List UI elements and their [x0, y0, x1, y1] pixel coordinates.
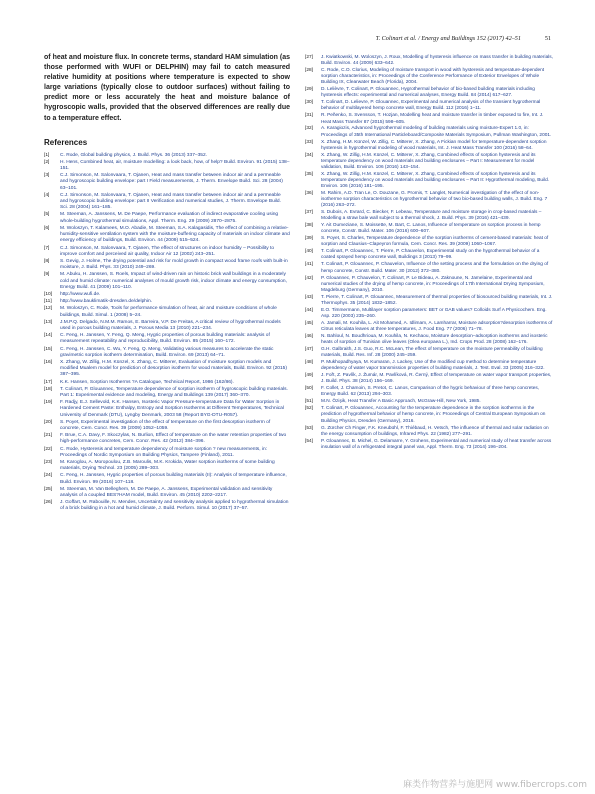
reference-item	[44, 259, 290, 271]
reference-item	[44, 487, 290, 499]
reference-text[interactable]: C.J. Simonson, M. Salonvaara, T. Ojanen, The effect of structures on indoor humidity – Possibility to improve comfort and perceived air quality, Indoor Air 12 (2002) 243–251.	[60, 245, 275, 257]
reference-number: [44]	[305, 307, 313, 313]
reference-text[interactable]: J. Fořt, Z. Pavlík, J. Žumár, M. Pavlíková, R. Černý, Effect of temperature on water vapor transport properties, J. Build. Phys. 38 (2014) 156–169.	[321, 373, 552, 385]
reference-item	[305, 406, 554, 424]
reference-text[interactable]: T. Colinart, P. Glouannec, Temperature dependence of sorption isotherm of hygroscopic building materials. Part 1: Experimental evidence and modeling, Energy and Buildings 139 (2017) 360–370.	[60, 386, 288, 398]
right-column	[305, 55, 554, 452]
reference-number: [31]	[305, 113, 313, 119]
reference-text[interactable]: P. Mukhopadhyaya, M. Kumaran, J. Lackey, Use of the modified cup method to determine temperature dependency of water vapor transmission properties of building materials, J. Test. Eval. 33 (2005) 316–322.	[321, 360, 545, 372]
reference-item	[305, 100, 554, 112]
reference-list-right	[305, 55, 554, 451]
reference-text[interactable]: A. Karagiozis, Advanced hygrothermal modeling of building materials using moisture-Expert 1.0, in: Proceedings of 35th International Particleboard/Composite Materials Symposium, Pullman Washington, 2001.	[321, 126, 552, 138]
reference-item	[305, 236, 554, 248]
reference-item	[44, 292, 290, 298]
reference-number: [19]	[44, 400, 53, 406]
watermark: 麻类作物营养与施肥网 www.fibercrops.com	[403, 780, 587, 790]
reference-number: [39]	[305, 236, 313, 242]
left-column	[44, 53, 290, 514]
reference-number: [11]	[44, 299, 52, 305]
reference-item	[305, 360, 554, 372]
reference-number: [40]	[305, 249, 313, 255]
reference-text[interactable]: X. Zhang, W. Zillig, H.M. Künzel, X. Zhang, C. Mitterer, Evaluation of moisture sorption models and modified Mualem model for prediction of desorption isotherm for wood materials, Build. Environ. 92 (2015) 387–395.	[60, 359, 287, 378]
reference-number: [15]	[44, 346, 53, 352]
reference-text[interactable]: M. Steeman, M. Van Belleghem, M. De Paepe, A. Janssens, Experimental validation and sensitivity analysis of a coupled BES?HAM model, Build. Environ. 45 (2010) 2202–2217.	[60, 486, 273, 499]
reference-text[interactable]: N. Bahloul, N. Boudhrioua, M. Kouhila, N. Kechaou, Moisture desorption–adsorption isotherms and isosteric heats of sorption of Tunisian olive leaves (Olea europaea L.), Ind. Crops Prod. 28 (2008) 162–176.	[321, 333, 548, 346]
references-heading: References	[44, 137, 88, 147]
reference-number: [36]	[305, 190, 313, 196]
reference-text[interactable]: T. Colinart, P. Glouannec, T. Pierre, P. Chauvelon, Experimental study on the hygrothermal behavior of a coated sprayed hemp concrete wall, Buildings 3 (2013) 79–99.	[321, 249, 540, 261]
reference-number: [3]	[44, 173, 50, 179]
reference-text[interactable]: X. Zhang, H.M. Künzel, W. Zillig, C. Mitterer, X. Zhang, A Fickian model for temperature-dependent sorption hysteresis in hygrothermal modeling of wood materials, Int. J. Heat Mass Transfer 100 (2016) 58–64.	[321, 139, 547, 151]
reference-number: [17]	[44, 379, 53, 385]
reference-text[interactable]: T. Colinart, D. Lelievre, P. Glouannec, Experimental and numerical analysis of the transient hygrothermal behavior of multilayered hemp concrete wall, Energy Build. 112 (2016) 1–11.	[321, 100, 541, 112]
reference-text[interactable]: P. Glouannec, B. Michel, G. Delamarre, Y. Grohens, Experimental and numerical study of heat transfer across insulation wall of a refrigerated integral panel van, Appl. Therm. Eng. 73 (2014) 196–204.	[321, 438, 552, 450]
reference-text[interactable]: M. Woloszyn, C. Rode, Tools for performance simulation of heat, air and moisture conditions of whole buildings, Build. Simul. 1 (2008) 5–24.	[60, 306, 277, 318]
reference-item	[44, 173, 290, 192]
running-header	[44, 35, 551, 45]
reference-item	[305, 276, 554, 294]
reference-text[interactable]: T. Pierre, T. Colinart, P. Glouannec, Measurement of thermal properties of biosourced building materials, Int. J. Thermophys. 35 (2014) 1832–1852.	[321, 294, 553, 306]
reference-text[interactable]: M. Steeman, A. Janssens, M. De Paepe, Performance evaluation of indirect evaporative cooling using whole-building hygrothermal simulations, Appl. Therm. Eng. 29 (2009) 2870–2875.	[60, 212, 279, 224]
page-number: 51	[544, 35, 551, 42]
reference-item	[305, 210, 554, 222]
reference-item	[44, 347, 290, 359]
reference-item	[44, 160, 290, 172]
reference-text[interactable]: C. Feng, H. Janssen, C. Wu, Y. Feng, Q. Meng, Validating various measures to accelerate the static gravimetric sorption isotherm determination, Build. Environ. 69 (2013) 64–71.	[60, 346, 274, 358]
reference-number: [37]	[305, 210, 313, 216]
reference-number: [5]	[44, 212, 50, 218]
reference-text[interactable]: G. Zürcher Ch Finger, F.K. Kneubühl, F. Thiébaud, H. Vetsch, The influence of thermal and solar radiation on the energy consumption of buildings, Infrared Phys. 22 (1982) 277–291.	[321, 425, 549, 437]
reference-number: [24]	[44, 473, 53, 479]
reference-item	[305, 373, 554, 385]
reference-item	[305, 140, 554, 152]
reference-text[interactable]: S. Gevig, J. Holme, The drying potential and risk for mold growth in compact wood frame roofs with built-in moisture, J. Build. Phys. 33 (2010) 249–269.	[60, 258, 288, 271]
reference-item	[305, 399, 554, 405]
reference-text[interactable]: S. Poyet, S. Charles, Temperature dependence of the sorption isotherms of cement-based materials: heat of sorption and Clausius–Clapeyron formula, Cem. Concr. Res. 39 (2009) 1060–1067.	[321, 236, 549, 248]
reference-text[interactable]: J. Goffart, M. Rabouille, N. Mendes, Uncertainty and sensitivity analysis applied to hygrothermal simulation of a brick building in a hot and humid climate, J. Build. Perform. Simul. 10 (2017) 37–57.	[60, 500, 289, 512]
reference-item	[44, 320, 290, 332]
reference-item	[44, 226, 290, 245]
reference-item	[44, 272, 290, 291]
reference-item	[305, 426, 554, 438]
reference-text[interactable]: D. Lelièvre, T. Colinart, P. Glouannec, Hygrothermal behavior of bio-based building materials including hysteresis effects: experimental and numerical analyses, Energy Build. 84 (2014) 617–627.	[321, 87, 535, 99]
reference-item	[44, 473, 290, 485]
reference-number: [33]	[305, 139, 313, 145]
reference-item	[305, 87, 554, 99]
reference-item	[44, 246, 290, 258]
reference-number: [34]	[305, 152, 313, 158]
reference-number: [51]	[305, 399, 313, 405]
reference-item	[305, 55, 554, 67]
reference-number: [2]	[44, 159, 50, 165]
reference-number: [12]	[44, 306, 53, 312]
reference-number: [28]	[305, 68, 313, 74]
reference-number: [26]	[44, 500, 53, 506]
reference-number: [46]	[305, 333, 313, 339]
reference-number: [35]	[305, 171, 313, 177]
reference-number: [42]	[305, 275, 313, 281]
reference-text[interactable]: M. Abuku, H. Janssen, S. Roels, Impact of wind-driven rain on historic brick wall buildings in a moderately cold and humid climate: numerical analyses of mould growth risk, indoor climate and energy consumption, Energy Build. 41 (2009) 101–110.	[60, 272, 287, 290]
reference-text[interactable]: T. Colinart, P. Glouannec, Accounting for the temperature dependence in the sorption isotherms in the prediction of hygrothermal behavior of hemp concrete, in: Proceedings of Central European Symposium on Building Physics, Dresden (Germany), 2016.	[321, 406, 546, 424]
conclusion-paragraph: of heat and moisture flux. In concrete terms, standard HAM simulation (as those performed with WUFI or DELPHIN) may fail to catch measured relative humidity at positions where temperature is expected to show large variations (typically close to outdoor surfaces) without failing to predict more or less accurately the heat and moisture balance of hygroscopic walls, provided that the observed differences are really due to a temperature effect.	[44, 54, 290, 122]
reference-number: [30]	[305, 100, 313, 106]
reference-number: [16]	[44, 359, 53, 365]
reference-item	[305, 249, 554, 261]
reference-text[interactable]: P. Glouannec, P. Chauvelon, T. Colinart, P. Le Bideau, A. Zaknoune, N. Jamelaine, Experimental and numerical studies of the drying of hemp concrete, in: Proceedings of 17th International Drying Symposium, Magdeburg (Germany), 2010.	[321, 275, 545, 293]
journal-citation: T. Colinart et al. / Energy and Buildings 152 (2017) 42–51	[375, 35, 521, 42]
reference-number: [53]	[305, 425, 313, 431]
reference-number: [54]	[305, 438, 313, 444]
reference-item	[44, 400, 290, 419]
reference-item	[305, 172, 554, 190]
reference-text[interactable]: E.O. Timmermann, Multilayer sorption parameters: BET or GAB values? Colloids Surf A Physicochem. Eng. Asp. 220 (2003) 235–260.	[321, 307, 547, 319]
reference-item	[305, 295, 554, 307]
reference-number: [47]	[305, 347, 313, 353]
reference-number: [32]	[305, 126, 313, 132]
reference-text[interactable]: G.H. Galbraith, J.S. Guo, R.C. McLean, The effect of temperature on the moisture permeability of building materials, Build. Res. Inf. 28 (2000) 245–259.	[321, 347, 543, 359]
reference-number: [6]	[44, 225, 50, 231]
reference-text[interactable]: J.M.P.Q. Delgado, N.M.M. Ramos, E. Barreira, V.P. De Freitas, A critical review of hygrothermal models used in porous building materials, J. Porous Media 13 (2010) 221–234.	[60, 319, 281, 331]
reference-number: [18]	[44, 386, 53, 392]
reference-item	[44, 433, 290, 445]
reference-number: [13]	[44, 319, 53, 325]
reference-text[interactable]: M. Karoglou, A. Moropoulou, Z.B. Maroulis, M.K. Krokida, Water sorption isotherms of some building materials, Drying Technol. 23 (2005) 289–303.	[60, 460, 275, 472]
reference-number: [45]	[305, 320, 313, 326]
reference-text[interactable]: F. Radjy, E.J. Sellevold, K.K. Hansen, Isosteric Vapor Pressure-temperature Data for Water Sorption in Hardened Cement Paste: Enthalpy, Entropy and Sorption Isotherms at Different Temperatures, Technical University of Denmark (DTU), Lyngby Denmark, 2003 58 (Report BYG-DTU-R057).	[60, 400, 284, 418]
reference-text[interactable]: X. Zhang, W. Zillig, H.M. Künzel, C. Mitterer, X. Zhang, Combined effects of sorption hysteresis and its temperature dependency on wood materials and building enclosures – Part I: Measurement for model validation, Build. Environ. 106 (2016) 143–154.	[321, 152, 536, 170]
reference-text[interactable]: M. Rahim, A.D. Tran Le, O. Douzane, G. Promis, T. Langlet, Numerical investigation of the effect of non-isotherme sorption characteristics on hygrothermal behavior of two bio-based building walls, J. Build. Eng. 7 (2016) 263–272.	[321, 190, 548, 209]
reference-item	[305, 347, 554, 359]
reference-item	[44, 460, 290, 472]
reference-item	[44, 387, 290, 399]
reference-text[interactable]: http://www.bauklimatik-dresden.de/delphin.	[60, 299, 153, 305]
reference-number: [48]	[305, 360, 313, 366]
reference-item	[305, 191, 554, 209]
reference-text[interactable]: F. Collet, J. Chamoin, S. Pretot, C. Lanos, Comparison of the hygric behaviour of three hemp concretes, Energy Build. 62 (2013) 294–303.	[321, 386, 540, 398]
reference-text[interactable]: S. Dubois, A. Evrard, C. Biecker, F. Lebeau, Temperature and moisture storage in crop-based materials – Modelling a straw bale wall subject to a thermal shock, J. Build. Phys. 39 (2016) 421–439.	[321, 210, 542, 222]
reference-number: [38]	[305, 223, 313, 229]
reference-number: [10]	[44, 291, 53, 297]
reference-text[interactable]: C. Rode, Hysteresis and temperature dependency of moisture sorption ? new measurements, in: Proceedings of Nordic Symposium on Building Physics, Tampere (Finland), 2011.	[60, 446, 268, 458]
reference-text[interactable]: H. Hens, Combined heat, air, moisture modelling: a look back, how, of help? Build. Environ. 91 (2015) 138–151.	[60, 159, 290, 172]
reference-item	[305, 153, 554, 171]
reference-number: [14]	[44, 333, 53, 339]
reference-text[interactable]: C. Rode, Global building physics, J. Build. Phys. 36 (2013) 337–352.	[60, 152, 208, 158]
reference-text[interactable]: C.J. Simonson, M. Salonvaara, T. Ojanen, Heat and mass transfer between indoor air and a permeable and hygroscopic building envelope: part I Field measurements, J. Therm. Envelope Build. Sci. 28 (2004) 63–101.	[60, 173, 283, 191]
reference-text[interactable]: X. Zhang, W. Zillig, H.M. Künzel, C. Mitterer, X. Zhang, Combined effects of sorption hysteresis and its temperature dependency on wood materials and building enclosures – Part II: Hygrothermal modeling, Build. Environ. 106 (2016) 181–195.	[321, 171, 550, 189]
reference-number: [49]	[305, 373, 313, 379]
reference-item	[44, 360, 290, 379]
reference-number: [9]	[44, 272, 50, 278]
reference-item	[305, 262, 554, 274]
reference-number: [50]	[305, 386, 313, 392]
reference-item	[305, 334, 554, 346]
reference-item	[44, 333, 290, 345]
reference-item	[305, 68, 554, 86]
reference-number: [23]	[44, 460, 53, 465]
reference-item	[44, 212, 290, 224]
reference-list-left	[44, 153, 290, 513]
reference-number: [22]	[44, 446, 53, 452]
reference-text[interactable]: C. Feng, H. Janssen, Y. Feng, Q. Meng, Hygric properties of porous building materials: analysis of measurement repeatability and reproducibility, Build. Environ. 85 (2015) 160–172.	[60, 333, 270, 345]
reference-text[interactable]: C. Rode, C.O. Clorius, Modeling of moisture transport in wood with hysteresis and temperature-dependent sorption characteristics, in: Proceedings of the Conference Performance of Exterior Envelopes of Whole Building IX, Clearwater Beach (Florida), 2004.	[321, 68, 545, 86]
reference-text[interactable]: A. Jamali, M. Kouhila, L. Ait Mohamed, A. Idlimam, A. Lamharrar, Moisture adsorption?desorption isotherms of Citrus reticulata leaves at three temperatures, J. Food Eng. 77 (2006) 71–78.	[321, 320, 553, 332]
reference-item	[44, 299, 290, 305]
reference-number: [52]	[305, 406, 313, 412]
reference-item	[305, 439, 554, 451]
reference-item	[44, 447, 290, 459]
reference-number: [4]	[44, 192, 50, 198]
reference-text[interactable]: C. Feng, H. Janssen, Hygric properties of porous building materials (II): Analysis of temperature influence, Build. Environ. 99 (2016) 107–118.	[60, 473, 287, 485]
reference-number: [8]	[44, 258, 50, 264]
reference-item	[44, 306, 290, 318]
reference-text[interactable]: Y. Ait Oumeziane, S. Moissette, M. Bart, C. Lanos, Influence of temperature on sorption process in hemp concrete, Constr. Build. Mater. 106 (2016) 600–607.	[321, 223, 541, 235]
reference-item	[305, 321, 554, 333]
reference-number: [21]	[44, 433, 53, 439]
reference-text[interactable]: http://www.wufi.de.	[60, 291, 101, 297]
reference-number: [41]	[305, 262, 313, 268]
reference-item	[305, 308, 554, 320]
reference-number: [43]	[305, 294, 313, 300]
reference-item	[44, 153, 290, 159]
reference-text[interactable]: J. Kwiatkowski, M. Woloszyn, J. Roux, Modelling of hysteresis influence on mass transfer in building materials, Build. Environ. 44 (2009) 633–642.	[321, 55, 553, 67]
reference-text[interactable]: M. Woloszyn, T. Kalamees, M.O. Abadie, M. Steeman, S.A. Kalagasidis, The effect of combining a relative-humidity-sensitive ventilation system with the moisture-buffering capacity of materials on indoor climate and energy efficiency of buildings, Build. Environ. 44 (2009) 515–524.	[60, 225, 290, 244]
reference-item	[305, 126, 554, 138]
reference-item	[44, 193, 290, 212]
reference-text[interactable]: T. Colinart, P. Glouannec, P. Chauvelon, Influence of the setting process and the formulation on the drying of hemp concrete, Constr. Build. Mater. 30 (2012) 372–380.	[321, 262, 549, 274]
reference-number: [20]	[44, 419, 53, 425]
reference-text[interactable]: R. Peñenko, S. Svensson, T. Hozjan, Modelling heat and moisture transfer in timber exposed to fire, Int. J. Heat Mass Transfer 87 (2015) 598–605.	[321, 113, 544, 125]
reference-number: [27]	[305, 55, 313, 60]
reference-text[interactable]: S. Poyet, Experimental investigation of the effect of temperature on the first desorption isotherm of concrete, Cem. Concr. Res. 39 (2009) 1052–1059.	[60, 419, 271, 431]
reference-item	[305, 113, 554, 125]
reference-text[interactable]: F. Brue, C.A. Davy, F. Skoczylas, N. Burlion, Effect of temperature on the water retention properties of two high-performance concretes, Cem. Concr. Res. 42 (2012) 384–396.	[60, 433, 287, 445]
reference-number: [25]	[44, 486, 53, 492]
reference-text[interactable]: M.N. Özişik, Heat Transfer A Basic Approach, McGraw-Hill, New York, 1985.	[321, 399, 481, 405]
reference-text[interactable]: C.J. Simonson, M. Salonvaara, T. Ojanen, Heat and mass transfer between indoor air and a permeable and hygroscopic building envelope: part II Verification and numerical studies, J. Therm. Envelope Build. Sci. 28 (2004) 161–185.	[60, 192, 281, 211]
reference-text[interactable]: K.K. Hansen, Sorption Isotherms ?A Catalogue, Technical Report, 1986 (162/86).	[60, 379, 234, 385]
reference-number: [1]	[44, 152, 50, 158]
reference-number: [7]	[44, 245, 50, 251]
reference-item	[44, 420, 290, 432]
reference-item	[305, 223, 554, 235]
reference-item	[305, 386, 554, 398]
reference-number: [29]	[305, 87, 313, 93]
reference-item	[44, 380, 290, 386]
reference-item	[44, 500, 290, 512]
